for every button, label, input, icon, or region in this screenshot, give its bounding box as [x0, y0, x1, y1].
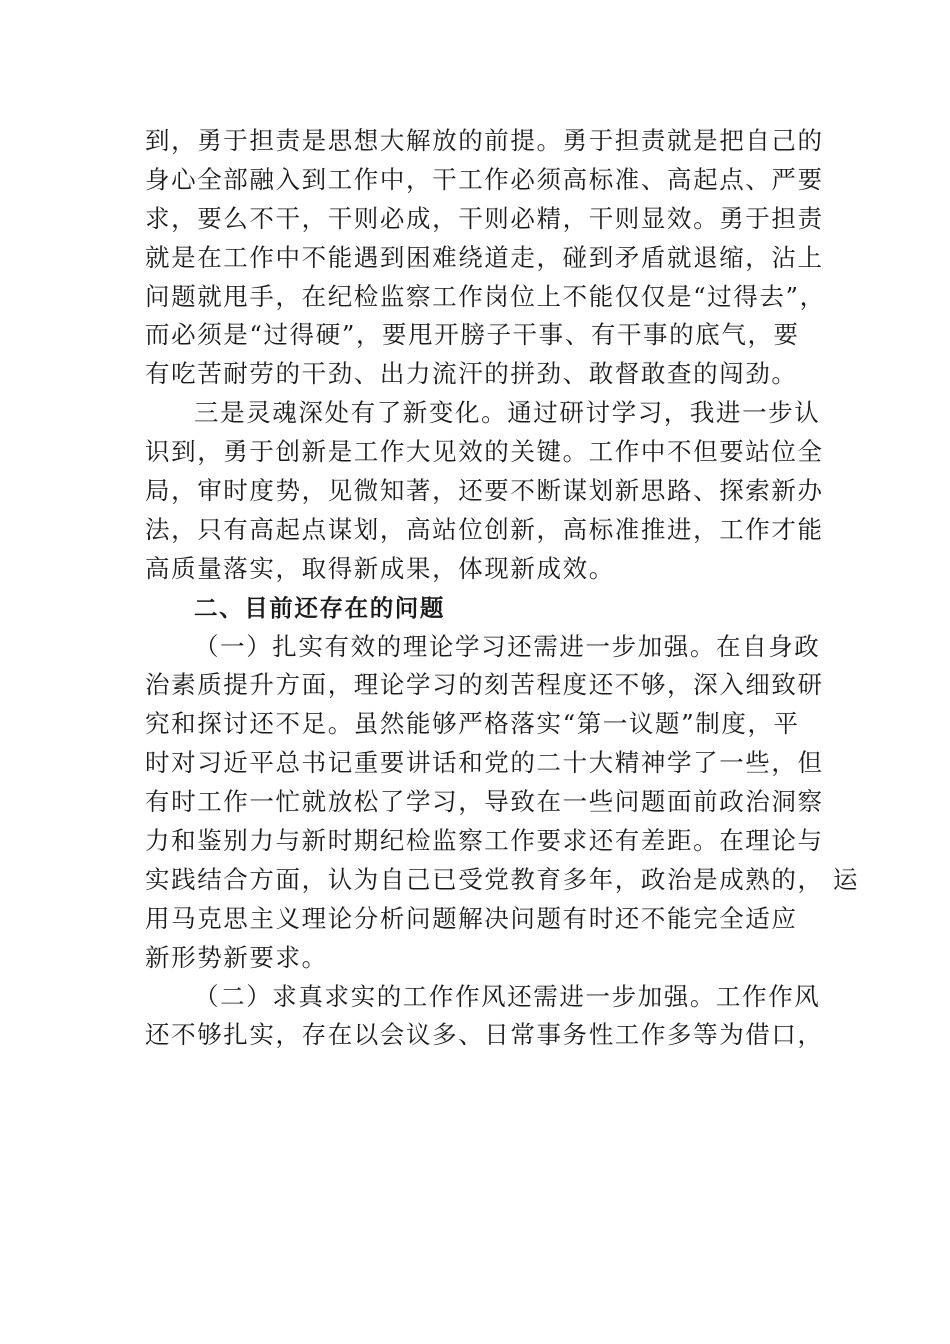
text-line: 高质量落实，取得新成果，体现新成效。	[145, 553, 615, 583]
text-line: 治素质提升方面，理论学习的刻苦程度还不够，深入细致研	[145, 670, 824, 700]
text-line: 力和鉴别力与新时期纪检监察工作要求还有差距。在理论与	[145, 826, 824, 856]
text-line: 求，要么不干，干则必成，干则必精，干则显效。勇于担责	[145, 203, 824, 233]
text-line: 究和探讨还不足。虽然能够严格落实“第一议题”制度，平	[145, 709, 800, 739]
text-line: 新形势新要求。	[145, 942, 328, 972]
text-line: 还不够扎实，存在以会议多、日常事务性工作多等为借口，	[145, 1020, 824, 1050]
document-body	[145, 122, 860, 1055]
text-line: 就是在工作中不能遇到困难绕道走，碰到矛盾就退缩，沾上	[145, 242, 824, 272]
text-line: 实践结合方面，认为自己已受党教育多年，政治是成熟的， 运	[145, 864, 860, 894]
text-line: 有时工作一忙就放松了学习，导致在一些问题面前政治洞察	[145, 787, 824, 817]
paragraph-first-line: （一）扎实有效的理论学习还需进一步加强。在自身政	[194, 631, 821, 661]
text-line: 问题就甩手，在纪检监察工作岗位上不能仅仅是“过得去”，	[145, 281, 826, 311]
paragraph-first-line: 三是灵魂深处有了新变化。通过研讨学习，我进一步认	[194, 398, 821, 428]
text-line: 局，审时度势，见微知著，还要不断谋划新思路、探索新办	[145, 476, 824, 506]
text-line: 时对习近平总书记重要讲话和党的二十大精神学了一些，但	[145, 748, 824, 778]
text-line: 法，只有高起点谋划，高站位创新，高标准推进，工作才能	[145, 514, 824, 544]
section-heading: 二、目前还存在的问题	[194, 593, 445, 622]
paragraph-first-line: （二）求真求实的工作作风还需进一步加强。工作作风	[194, 981, 821, 1011]
text-line: 识到，勇于创新是工作大见效的关键。工作中不但要站位全	[145, 437, 824, 467]
text-line: 有吃苦耐劳的干劲、出力流汗的拼劲、敢督敢查的闯劲。	[145, 359, 798, 389]
text-line: 而必须是“过得硬”，要甩开膀子干事、有干事的底气，要	[145, 320, 800, 350]
text-line: 到，勇于担责是思想大解放的前提。勇于担责就是把自己的	[145, 126, 824, 155]
text-line: 用马克思主义理论分析问题解决问题有时还不能完全适应	[145, 903, 798, 933]
text-line: 身心全部融入到工作中，干工作必须高标准、高起点、严要	[145, 164, 824, 194]
